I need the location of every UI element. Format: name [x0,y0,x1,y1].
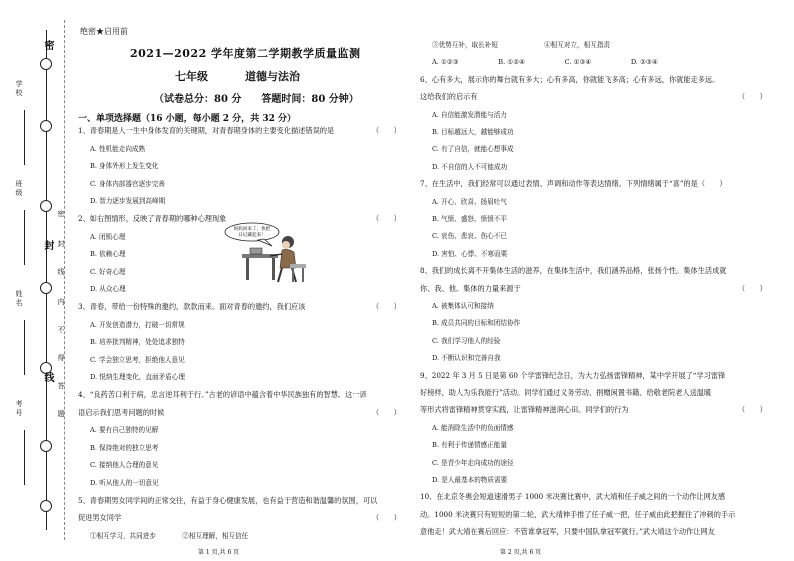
answer-option: C. 接纳他人合理的意见 [90,461,159,470]
answer-option: C. 我们学习他人的经验 [432,336,501,345]
answer-option: B. 培养批判精神，处处追求独特 [90,338,185,347]
answer-option: C. 是青少年走向成功的途径 [432,458,514,467]
binding-hole [40,120,52,132]
warning-char: 题 [57,410,65,419]
warning-char: 线 [57,268,65,277]
question-text: 1、青春期是人一生中身体发育的关键期，对青春期身体的主要变化描述错误的是 [78,126,335,135]
answer-option: ①相互学习，共同进步 ②相互理解，相互信任 [90,531,249,540]
answer-option: D. 不断认识和完善自我 [432,354,501,363]
question-text: 动。1000 米决赛只有短短的第二轮，武大靖伸手推了任子威一把，任子威由此把握住了冲刺的手示 [420,509,736,519]
question-text: 意他走！武大靖在赛后回应：不管谁拿冠军，只要中国队拿冠军就行。”武大靖这个动作让网友 [420,527,715,537]
question-text: 2、如右图情形，反映了青春期的哪种心理现象 [78,214,227,223]
question-text: 你、我、他。集体的力量来源于 [420,283,521,293]
warning-char: 答 [57,382,65,391]
field-underline [24,430,25,485]
question-text: 3、青春，带给一份特殊的邀约，款款而来。面对青春的邀约，我们应该 [78,302,306,311]
answer-option: B. 依赖心理 [90,250,126,259]
answer-option: D. 不自信的人不可能成功 [432,162,508,171]
question-text: 促进男女同学 [78,513,122,523]
answer-option: ③优势互补，取长补短 ④相互对立，相互指责 [432,41,611,49]
question-text: 8、我们的成长离不开集体生活的滋养，在集体生活中，我们涵养品格，张扬个性。集体生活成就 [420,266,727,276]
question-text: 4、“良药苦口利于病，忠言逆耳利于行。”古老的谚语中蕴含着中华民族独有的智慧。这一谚 [78,390,367,399]
answer-option: D. 悦纳生理变化，直面矛盾心理 [90,373,185,382]
cartoon-illustration [222,220,314,284]
answer-option: D. 听从他人的一切意见 [90,479,159,487]
field-underline [24,320,25,375]
answer-option: B. 保持绝对的独立思考 [90,443,159,452]
answer-option: D. 智力逐步发展到高峰期 [90,197,166,206]
warning-char: 内 [57,298,65,307]
answer-blank: （ ） [372,302,401,311]
exam-info: （试卷总分：80 分 答题时间：80 分钟） [154,94,359,105]
answer-option: A. 能消除生活中的负面情感 [432,423,514,432]
answer-option: A. 被集体认可和接纳 [432,302,494,310]
seal-label-feng: 封 [42,240,53,250]
binding-hole [40,58,52,70]
question-text: 等形式将雷锋精神贯穿实践，让雷锋精神滋润心田。同学们的行为 [420,405,629,415]
question-text: 语启示我们思考问题的时候 [78,407,165,417]
answer-blank: （ ） [372,513,401,523]
answer-option: C. 哀伤、悲哀、伤心不已 [432,232,507,241]
section-heading: 一、单项选择题（16 小题，每小题 2 分，共 32 分） [78,114,296,124]
answer-blank: （ ） [738,283,767,293]
page-number-2: 第 2 页,共 6 页 [500,549,542,556]
field-label-exam-no: 考号 [15,400,23,418]
question-text: 10、在北京冬奥会短道速滑男子 1000 米决赛比赛中，武大靖和任子威之间的一个动作让网友感 [420,492,726,502]
question-text: 9、2022 年 3 月 5 日是第 60 个学雷锋纪念日，为大力弘扬雷锋精神，某中学开展了“学习雷锋 [420,370,726,380]
answer-option: A. 开发创造潜力，打破一切常规 [90,320,185,329]
binding-hole [40,440,52,452]
field-underline [24,110,25,165]
page-number-1: 第 1 页,共 6 页 [198,549,240,556]
speech-bubble-line-2: 日记藏起来！ [238,233,266,238]
answer-option: B. 目标越远大，越能够成功 [432,128,514,136]
answer-option: B. 气愤、盛怒、愤愤不平 [432,215,507,223]
answer-option: D. 害怕、心悸、不寒而栗 [432,249,508,258]
answer-option: A. 要有自己独特的见解 [90,426,159,435]
answer-blank: （ ） [372,126,401,135]
answer-option: C. 好奇心理 [90,267,126,276]
seal-label-mi: 密 [42,40,53,50]
question-text: 好榜样，助人为乐我能行”活动。同学们通过义务劳动、捐赠闲置书籍、给敬老院老人送温暖 [420,388,712,397]
field-label-class: 班级 [15,180,23,198]
binding-hole [40,500,52,512]
warning-char: 得 [57,354,65,363]
field-label-school: 学校 [15,80,23,98]
field-underline [24,210,25,265]
warning-char: 不 [57,326,65,335]
answer-option: A. 开心、欣喜、扬眉吐气 [432,197,507,206]
question-text: 7、在生活中，我们经常可以通过表情、声调和动作等表达情绪。下列情绪属于“喜”的是（ ） [420,179,727,189]
answer-option: C. 有了自信，就能心想事成 [432,145,514,154]
answer-blank: （ ） [372,407,401,417]
answer-option: D. 是人最基本的物质需要 [432,476,508,484]
answer-option: B. 成员共同的目标和团结协作 [432,319,521,328]
exam-title: 2021—2022 学年度第二学期教学质量监测 [130,47,361,60]
binding-margin [0,0,68,561]
question-text: 6、心有多大，展示你的舞台就有多大；心有多高，你就能飞多高；心有多远，你就能走多远。 [420,74,720,84]
binding-hole [40,200,52,212]
field-label-name: 姓名 [15,290,23,308]
cut-line [64,20,65,540]
answer-option: A. 性机能走向成熟 [90,144,146,153]
binding-hole [40,282,52,294]
answer-option: A. 自信能激发潜能与活力 [432,110,507,119]
answer-option: B. 有利于传递情感正能量 [432,441,507,450]
answer-option: C. 学会独立思考，拒绝他人意见 [90,355,185,364]
seal-label-xian: 线 [42,372,53,382]
answer-option: C. 身体内部器官逐步完善 [90,179,165,188]
answer-option: A. ①②③ B. ①②④ C. ①③④ D. ②③④ [432,58,658,67]
secret-mark: 绝密★启用前 [80,27,128,36]
answer-option: D. 从众心理 [90,285,126,294]
answer-blank: （ ） [738,92,767,102]
binding-line [46,30,47,530]
grade-label: 七年级 [175,70,208,83]
subject-label: 道德与法治 [245,70,300,83]
answer-option: B. 身体外形上发生变化 [90,162,159,171]
warning-char: 密 [57,210,65,219]
answer-option: A. 闭锁心理 [90,232,126,241]
answer-blank: （ ） [372,214,401,223]
speech-bubble-line-1: 妈妈回来了，快把 [233,227,271,232]
answer-blank: （ ） [738,405,767,415]
warning-char: 封 [57,240,65,249]
question-text: 5、青春期男女同学间的正常交往，有益于身心健康发展，也有益于营造和谐温馨的氛围，可以 [78,495,378,505]
question-text: 这给我们的启示有 [420,92,478,102]
